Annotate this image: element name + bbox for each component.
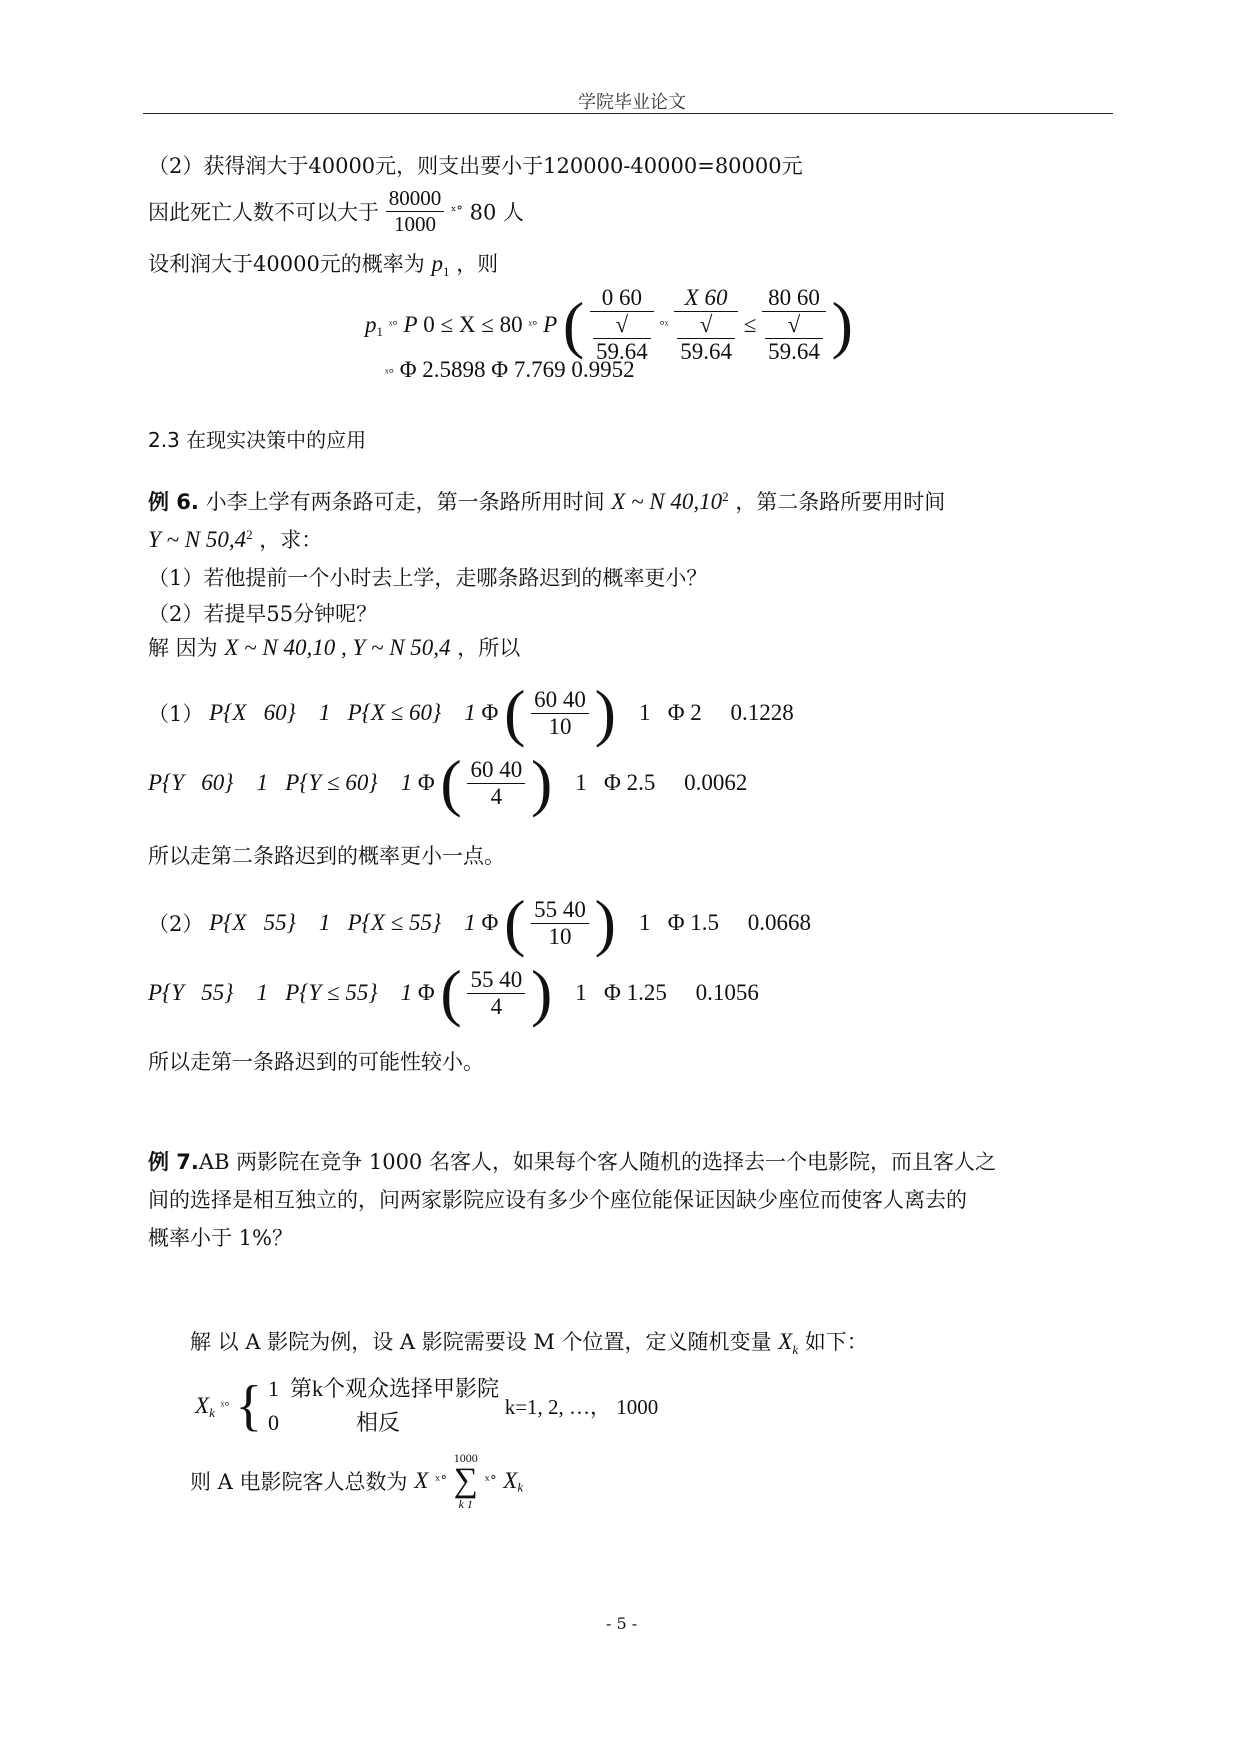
example-label: 例 6.: [148, 490, 199, 514]
numerator: 60 40: [531, 687, 589, 714]
paragraph-line: 所以走第一条路迟到的可能性较小。: [148, 1050, 484, 1074]
fraction: [674, 285, 738, 365]
formula-line: （1） P{X 60} 1 P{X ≤ 60} 1 Φ ( $\frac{60 40}{10}$ ) 1 Φ 2 0.1228: [148, 677, 794, 748]
right-paren: ): [530, 957, 553, 1028]
math-expr: 1 Φ 2 0.1228: [621, 700, 794, 725]
math-expr: 0 ≤ X ≤ 80: [423, 312, 523, 337]
left-paren: (: [504, 677, 526, 748]
section-heading: 2.3 在现实决策中的应用: [148, 428, 367, 452]
math-var: X: [414, 1468, 429, 1493]
math-var: P: [543, 312, 558, 337]
math-expr: X ~ N 40,10 , Y ~ N 50,4: [224, 635, 451, 660]
paragraph-line: [148, 186, 524, 237]
left-brace: {: [235, 1375, 263, 1437]
right-paren: ): [831, 289, 853, 360]
garbled-glyph: ˣ°: [528, 317, 538, 332]
text: ，第二条路所要用时间: [735, 490, 946, 514]
right-paren: ): [530, 747, 553, 818]
math-expr: Y ~ N 50,4: [148, 527, 247, 552]
math-expr: 1 Φ 1.25 0.1056: [558, 980, 759, 1005]
fraction: [531, 897, 589, 950]
math-var: p: [365, 312, 377, 337]
paragraph-line: （2）获得润大于40000元，则支出要小于120000-40000=80000元: [148, 154, 803, 178]
numerator: 80000: [386, 186, 445, 212]
paragraph-line: 则 A 电影院客人总数为 X ˣ° 1000 ∑ k 1 ˣ° $X_k$: [190, 1451, 524, 1511]
formula-line: （2） P{X 55} 1 P{X ≤ 55} 1 Φ ( $\frac{55 40}{10}$ ) 1 Φ 1.5 0.0668: [148, 887, 811, 958]
summation: 1000 ∑ k 1: [453, 1451, 478, 1511]
denominator: 4: [490, 783, 503, 809]
piecewise-definition: $X_k$ ˣ° { 1 第k个观众选择甲影院 0 相反 k=1, 2, …， 1000: [195, 1372, 658, 1440]
numerator: 80 60: [762, 285, 826, 312]
fraction: [467, 757, 525, 810]
paragraph-line: 解 以 A 影院为例，设 A 影院需要设 M 个位置，定义随机变量 $X_k$ 如下：: [190, 1329, 868, 1358]
sum-lower: k 1: [458, 1497, 473, 1511]
paragraph-line: 所以走第二条路迟到的概率更小一点。: [148, 844, 505, 868]
right-paren: ): [594, 677, 616, 748]
sum-upper: 1000: [453, 1451, 478, 1465]
formula-line: P{Y 55} 1 P{Y ≤ 55} 1 Φ ( $\frac{55 40}{4}$ ) 1 Φ 1.25 0.1056: [148, 957, 759, 1028]
paragraph-line: 概率小于 1%？: [148, 1226, 293, 1250]
formula-line: P{Y 60} 1 P{Y ≤ 60} 1 Φ ( $\frac{60 40}{4}$ ) 1 Φ 2.5 0.0062: [148, 747, 748, 818]
item-label: （1）: [148, 702, 204, 726]
garbled-glyph: ˣ°: [434, 1473, 447, 1489]
garbled-glyph: ˣ°: [484, 1473, 497, 1489]
paragraph-line: Y ~ N 50,4$^2$ ，求：: [148, 527, 323, 552]
paragraph-line: 间的选择是相互独立的，问两家影院应设有多少个座位能保证因缺少座位而使客人离去的: [148, 1188, 967, 1212]
garbled-glyph: ˣ°: [220, 1398, 230, 1413]
left-paren: (: [504, 887, 526, 958]
math-expr: P{X 55} 1 P{X ≤ 55} 1: [209, 910, 476, 935]
garbled-glyph: ˣ°: [450, 204, 463, 219]
text: 如下：: [804, 1330, 868, 1354]
paragraph-line: [148, 632, 520, 662]
case-line: 1 第k个观众选择甲影院: [267, 1376, 499, 1401]
paragraph-line: （2）若提早55分钟呢？: [148, 602, 378, 626]
example-label: 例 7.: [148, 1150, 199, 1174]
index-range: k=1, 2, …， 1000: [504, 1395, 659, 1419]
denominator: √ 59.64: [762, 312, 826, 365]
numerator: 60 40: [467, 757, 525, 784]
math-var: p: [431, 251, 443, 276]
text: 80 人: [469, 200, 524, 225]
math-expr: P{Y 60} 1 P{Y ≤ 60} 1: [148, 770, 413, 795]
item-label: （2）: [148, 912, 204, 936]
math-expr: P{Y 55} 1 P{Y ≤ 55} 1: [148, 980, 413, 1005]
text: 解 因为: [148, 636, 218, 660]
paragraph-line: （1）若他提前一个小时去上学，走哪条路迟到的概率更小？: [148, 566, 708, 590]
math-expr: 1 Φ 2.5 0.0062: [558, 770, 748, 795]
denominator: 4: [490, 993, 503, 1019]
running-header: 学院毕业论文: [578, 92, 686, 113]
math-expr: P{X 60} 1 P{X ≤ 60} 1: [209, 700, 476, 725]
math-expr: Φ 2.5898 Φ 7.769 0.9952: [399, 357, 635, 382]
fraction: [531, 687, 589, 740]
garbled-glyph: ˣ°: [385, 365, 394, 380]
math-var: X: [778, 1329, 793, 1354]
header-rule: [143, 113, 1113, 114]
left-paren: (: [440, 957, 462, 1028]
text: 解 以 A 影院为例，设 A 影院需要设 M 个位置，定义随机变量: [190, 1330, 772, 1354]
numerator: 55 40: [531, 897, 589, 924]
denominator: √ 59.64: [590, 312, 654, 365]
garbled-glyph: °ˣ: [659, 317, 669, 332]
left-paren: (: [562, 289, 585, 360]
text: AB 两影院在竞争 1000 名客人，如果每个客人随机的选择去一个电影院，而且客人之: [198, 1150, 996, 1174]
case-line: 0 相反: [267, 1410, 400, 1435]
denominator: 1000: [393, 212, 436, 236]
text: 小李上学有两条路可走，第一条路所用时间: [205, 490, 605, 514]
paragraph-line: 例 6. 小李上学有两条路可走，第一条路所用时间 X ~ N 40,10$^2$ ，第二条路所要用时间: [148, 489, 946, 514]
text: ，求：: [259, 528, 323, 552]
denominator: 10: [548, 923, 572, 949]
formula-line: [385, 357, 635, 383]
text: 因此死亡人数不可以大于: [148, 200, 379, 225]
numerator: 0 60: [590, 285, 654, 312]
left-paren: (: [440, 747, 462, 818]
numerator: X 60: [674, 285, 738, 312]
paragraph-line: 设利润大于40000元的概率为 $p_1$ ，则: [148, 251, 499, 280]
page-number: - 5 -: [606, 1614, 638, 1633]
text: ，所以: [457, 636, 521, 660]
fraction: [590, 285, 654, 365]
math-var: X: [503, 1468, 518, 1493]
math-expr: X ~ N 40,10: [611, 489, 723, 514]
text: 则 A 电影院客人总数为: [190, 1470, 408, 1494]
fraction: [386, 186, 445, 237]
right-paren: ): [594, 887, 616, 958]
formula-line: $p_1$ ˣ° P 0 ≤ X ≤ 80 ˣ° P ( 0 60 √ 59.64 °ˣ X 60 √ 59.64 ≤ 80 60 √ 59.64 ): [365, 285, 853, 364]
denominator: 10: [548, 713, 572, 739]
fraction: [467, 967, 525, 1020]
text: 设利润大于40000元的概率为: [148, 252, 425, 276]
text: ，则: [456, 252, 499, 276]
denominator: √ 59.64: [674, 312, 738, 365]
paragraph-line: [148, 1146, 996, 1176]
math-var: P: [403, 312, 418, 337]
math-var: X: [195, 1393, 210, 1418]
garbled-glyph: ˣ°: [388, 317, 398, 332]
math-expr: 1 Φ 1.5 0.0668: [621, 910, 811, 935]
fraction: [762, 285, 826, 365]
numerator: 55 40: [467, 967, 525, 994]
